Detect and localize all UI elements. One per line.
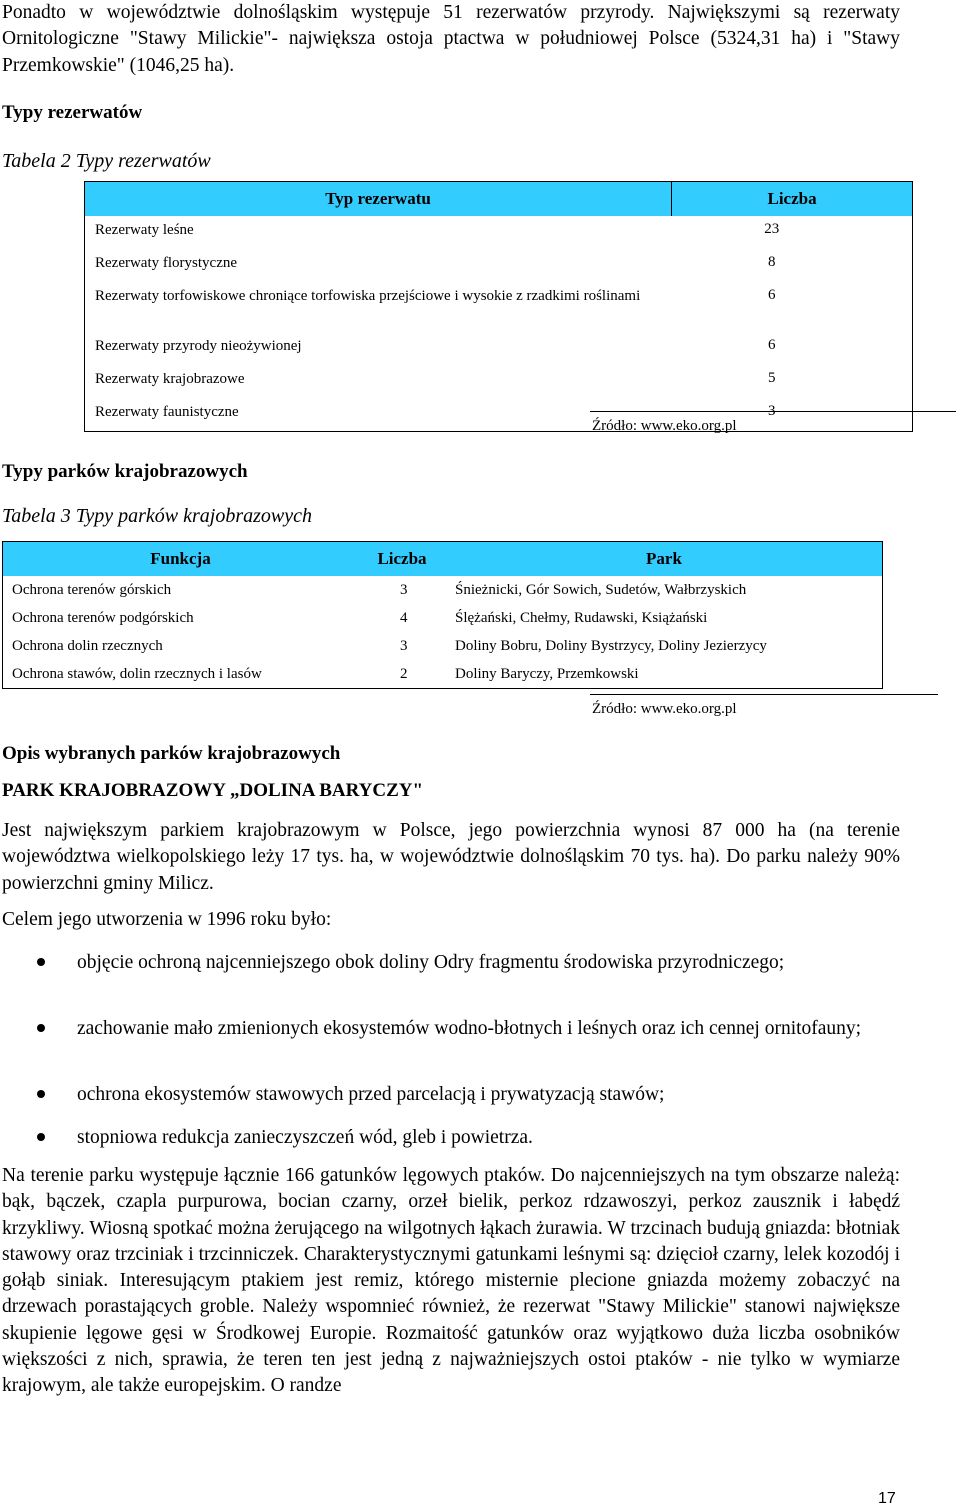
reserve-count: 23 <box>764 221 780 237</box>
reserve-count: 6 <box>768 287 776 303</box>
page-number: 17 <box>878 1490 896 1507</box>
reserves-table <box>84 181 913 432</box>
park-count: 2 <box>400 665 408 682</box>
table-row <box>3 660 883 689</box>
park-count: 3 <box>400 637 408 654</box>
bullet-icon <box>37 958 45 966</box>
parks-table <box>2 541 883 689</box>
park-function: Ochrona terenów górskich <box>12 581 172 598</box>
table-header-row <box>85 182 913 217</box>
table-row <box>85 216 913 249</box>
park-title: PARK KRAJOBRAZOWY „DOLINA BARYCZY" <box>2 780 424 801</box>
park-count: 3 <box>400 581 408 598</box>
list-item: zachowanie mało zmienionych ekosystemów wodno-błotnych i leśnych oraz ich cennej ornitofauny; <box>77 1018 862 1039</box>
table-2-caption: Tabela 2 Typy rezerwatów <box>2 150 211 172</box>
source-divider <box>590 694 938 695</box>
reserve-type: Rezerwaty torfowiskowe chroniące torfowiska przejściowe i wysokie z rzadkimi roślinami <box>95 288 641 304</box>
column-header-count: Liczba <box>358 542 446 577</box>
reserve-type: Rezerwaty przyrody nieożywionej <box>95 338 302 354</box>
bullet-icon <box>37 1090 45 1098</box>
column-header-park: Park <box>446 542 883 577</box>
list-item: objęcie ochroną najcenniejszego obok doliny Odry fragmentu środowiska przyrodniczego; <box>77 952 785 973</box>
bullet-icon <box>37 1133 45 1141</box>
table-2-source: Źródło: www.eko.org.pl <box>592 418 737 434</box>
park-paragraph-3: Na terenie parku występuje łącznie 166 gatunków lęgowych ptaków. Do najcenniejszych na tym obszarze należą: bąk, bączek, czapla purpurowa, bocian czarny, orzeł bielik, perkoz rdzawoszyi, perkoz zausznik i łabędź krzykliwy. Wiosną spotkać można żerującego na wilgotnych łąkach żurawia. W trzcinach budują gniazda: błotniak stawowy oraz trzciniak i trzcinniczek. Charakterystycznymi gatunkami leśnymi są: dzięcioł czarny, lelek kozodój i gołąb siniak. Interesującym ptakiem jest remiz, którego misternie plecione gniazda możemy zobaczyć na drzewach porastających groble. Należy wspomnieć również, że rezerwat "Stawy Milickie" stanowi największe skupienie lęgowe gęsi w Środkowej Europie. Rozmaitość gatunków oraz wyjątkowo duża liczba osobników większości z nich, sprawia, że teren ten jest jedną z najważniejszych ostoi ptaków - nie tylko w wymiarze krajowym, ale także europejskim. O randze <box>2 1165 900 1397</box>
park-function: Ochrona terenów podgórskich <box>12 609 194 626</box>
table-header-row <box>3 542 883 577</box>
park-names: Doliny Baryczy, Przemkowski <box>455 665 639 682</box>
column-header-count: Liczba <box>672 182 913 217</box>
reserve-count: 6 <box>768 337 776 353</box>
table-row <box>85 282 913 332</box>
park-names: Śnieżnicki, Gór Sowich, Sudetów, Wałbrzyskich <box>455 581 747 598</box>
bullet-icon <box>37 1024 45 1032</box>
column-header-function: Funkcja <box>3 542 359 577</box>
reserve-count: 5 <box>768 370 776 386</box>
table-row <box>3 576 883 604</box>
table-3-caption: Tabela 3 Typy parków krajobrazowych <box>2 505 312 527</box>
table-row <box>85 398 913 432</box>
table-row <box>3 604 883 632</box>
reserve-type: Rezerwaty florystyczne <box>95 255 238 271</box>
park-function: Ochrona dolin rzecznych <box>12 637 163 654</box>
column-header-type: Typ rezerwatu <box>85 182 672 217</box>
reserve-type: Rezerwaty leśne <box>95 222 194 238</box>
table-row <box>85 249 913 282</box>
table-row <box>3 632 883 660</box>
park-names: Ślężański, Chełmy, Rudawski, Książański <box>455 609 708 626</box>
table-row <box>85 365 913 398</box>
table-row <box>85 332 913 365</box>
park-function: Ochrona stawów, dolin rzecznych i lasów <box>12 665 262 682</box>
list-item: stopniowa redukcja zanieczyszczeń wód, gleb i powietrza. <box>77 1127 533 1148</box>
section-heading-descriptions: Opis wybranych parków krajobrazowych <box>2 743 341 764</box>
list-item: ochrona ekosystemów stawowych przed parcelacją i prywatyzacją stawów; <box>77 1084 665 1105</box>
reserve-type: Rezerwaty faunistyczne <box>95 404 239 420</box>
intro-paragraph: Ponadto w województwie dolnośląskim występuje 51 rezerwatów przyrody. Największymi są rezerwaty Ornitologiczne "Stawy Milickie"- największa ostoja ptactwa w południowej Polsce (5324,31 ha) i "Stawy Przemkowskie" (1046,25 ha). <box>2 2 900 76</box>
table-3-source: Źródło: www.eko.org.pl <box>592 701 737 717</box>
source-divider <box>590 411 956 412</box>
reserve-count: 8 <box>768 254 776 270</box>
park-count: 4 <box>400 609 408 626</box>
section-heading-parks: Typy parków krajobrazowych <box>2 461 248 482</box>
reserve-type: Rezerwaty krajobrazowe <box>95 371 245 387</box>
park-paragraph-1: Jest największym parkiem krajobrazowym w Polsce, jego powierzchnia wynosi 87 000 ha (na terenie województwa wielkopolskiego leży 17 tys. ha, w województwie dolnośląskim 70 tys. ha). Do parku należy 90% powierzchni gminy Milicz. <box>2 820 900 894</box>
park-paragraph-2: Celem jego utworzenia w 1996 roku było: <box>2 909 332 930</box>
section-heading-reserves: Typy rezerwatów <box>2 102 143 123</box>
park-names: Doliny Bobru, Doliny Bystrzycy, Doliny Jezierzycy <box>455 637 767 654</box>
